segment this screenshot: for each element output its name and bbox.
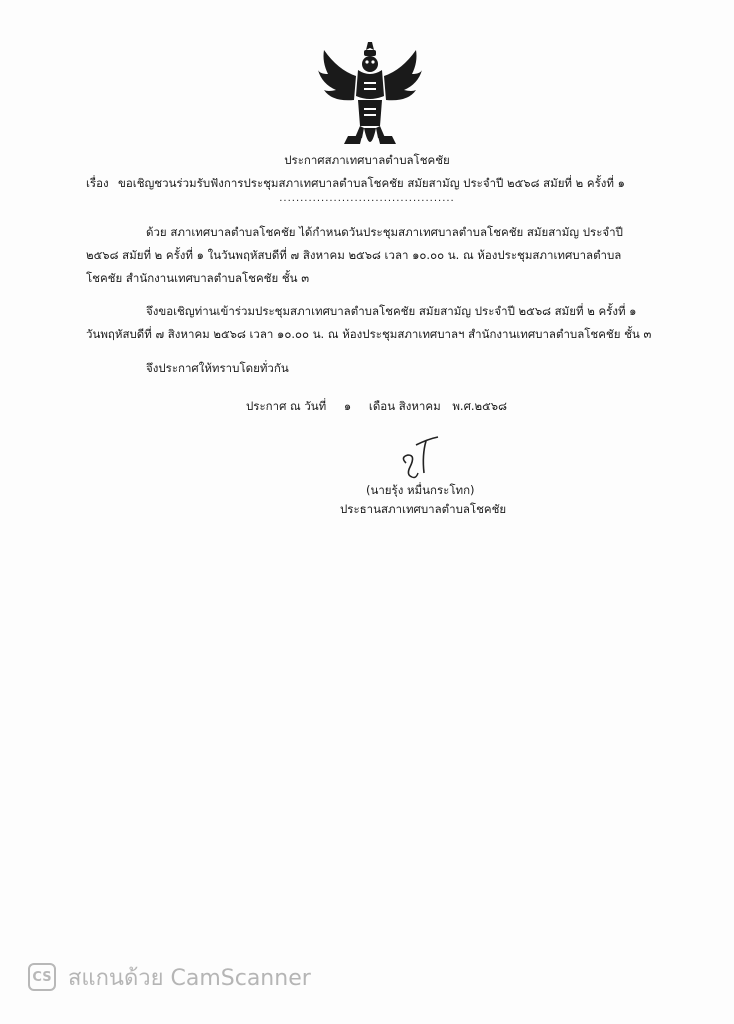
closing-text: จึงประกาศให้ทราบโดยทั่วกัน: [146, 361, 289, 375]
signer-title: ประธานสภาเทศบาลตำบลโชคชัย: [340, 502, 507, 516]
paragraph1-line3: โชคชัย สำนักงานเทศบาลตำบลโชคชัย ชั้น ๓: [86, 271, 310, 285]
date-day: ๑: [343, 399, 352, 413]
subject-label: เรื่อง: [86, 176, 109, 190]
announcement-date: [246, 398, 507, 416]
camscanner-logo-icon: CS: [28, 963, 56, 991]
announcement-title: ประกาศสภาเทศบาลตำบลโชคชัย: [284, 153, 450, 167]
camscanner-watermark: [28, 962, 311, 992]
handwritten-signature: [392, 433, 442, 483]
date-year: พ.ศ.๒๕๖๘: [452, 399, 507, 413]
signer-name: (นายรุ้ง หมื่นกระโทก): [366, 483, 475, 497]
date-prefix: ประกาศ ณ วันที่: [246, 399, 327, 413]
paragraph2-line1: จึงขอเชิญท่านเข้าร่วมประชุมสภาเทศบาลตำบลโชคชัย สมัยสามัญ ประจำปี ๒๕๖๘ สมัยที่ ๒ ครั้งที่ ๑: [146, 304, 637, 318]
separator-dots: ..........................................: [279, 193, 455, 204]
paragraph2-line2: วันพฤหัสบดีที่ ๗ สิงหาคม ๒๕๖๘ เวลา ๑๐.๐๐ น. ณ ห้องประชุมสภาเทศบาลฯ สำนักงานเทศบาลตำบลโชคชัย ชั้น ๓: [86, 327, 652, 341]
watermark-text: สแกนด้วย CamScanner: [68, 965, 311, 991]
garuda-emblem-icon: [318, 40, 422, 156]
paragraph1-line1: ด้วย สภาเทศบาลตำบลโชคชัย ได้กำหนดวันประชุมสภาเทศบาลตำบลโชคชัย สมัยสามัญ ประจำปี: [146, 225, 623, 239]
date-month: เดือน สิงหาคม: [368, 399, 441, 413]
subject-text: ขอเชิญชวนร่วมรับฟังการประชุมสภาเทศบาลตำบลโชคชัย สมัยสามัญ ประจำปี ๒๕๖๘ สมัยที่ ๒ ครั้งที่ ๑: [118, 176, 625, 190]
paragraph1-line2: ๒๕๖๘ สมัยที่ ๒ ครั้งที่ ๑ ในวันพฤหัสบดีที่ ๗ สิงหาคม ๒๕๖๘ เวลา ๑๐.๐๐ น. ณ ห้องประชุมสภาเทศบาลตำบล: [86, 248, 622, 262]
